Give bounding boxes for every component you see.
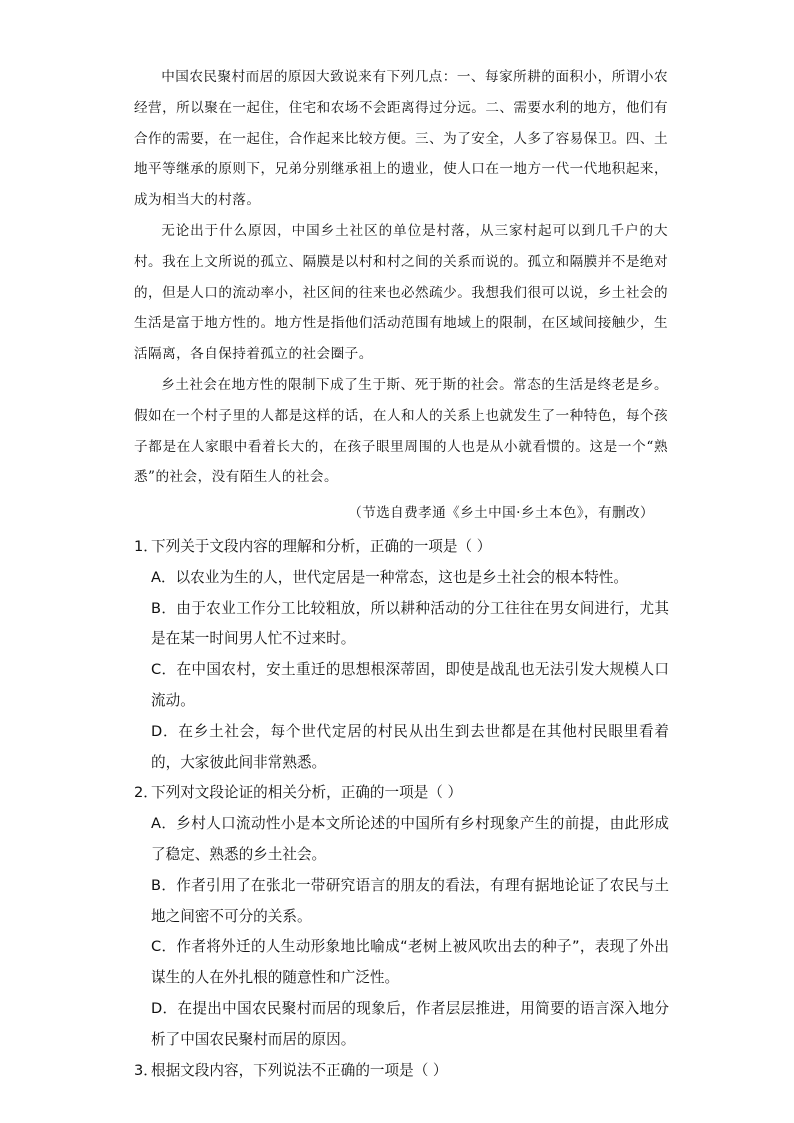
option-c: C．在中国农村，安土重迁的思想根深蒂固，即使是战乱也无法引发大规模人口流动。 (151, 661, 669, 709)
question-text: 根据文段内容，下列说法不正确的一项是（ ） (151, 1061, 448, 1079)
question-2 (134, 778, 669, 1055)
question-1 (134, 532, 669, 778)
passage-paragraph: 无论出于什么原因，中国乡土社区的单位是村落，从三家村起可以到几千户的大村。我在上文所说的孤立、隔膜是以村和村之间的关系而说的。孤立和隔膜并不是绝对的，但是人口的流动率小，社区间的往来也必然疏少。我想我们很可以说，乡土社会的生活是富于地方性的。地方性是指他们活动范围有地域上的限制，在区域间接触少，生活隔离，各自保持着孤立的社会圈子。 (134, 222, 668, 363)
question-text: 下列关于文段内容的理解和分析，正确的一项是（ ） (151, 538, 492, 555)
option-c: C．作者将外迁的人生动形象地比喻成“老树上被风吹出去的种子”，表现了外出谋生的人在外扎根的随意性和广泛性。 (151, 938, 669, 987)
passage-source: （节选自费孝通《乡土中国·乡土本色》，有删改） (348, 505, 654, 521)
option-b: B．由于农业工作分工比较粗放，所以耕种活动的分工往往在男女间进行，尤其是在某一时间男人忙不过来时。 (151, 599, 669, 648)
question-stem (134, 1056, 669, 1087)
option-d: D．在乡土社会，每个世代定居的村民从出生到去世都是在其他村民眼里看着的，大家彼此间非常熟悉。 (151, 722, 669, 771)
question-text: 下列对文段论证的相关分析，正确的一项是（ ） (151, 784, 463, 802)
question-number: 2． (134, 784, 158, 802)
passage-paragraph: 乡土社会在地方性的限制下成了生于斯、死于斯的社会。常态的生活是终老是乡。假如在一个村子里的人都是这样的话，在人和人的关系上也就发生了一种特色，每个孩子都是在人家眼中看着长大的，在孩子眼里周围的人也是从小就看惯的。这是一个“熟悉”的社会，没有陌生人的社会。 (134, 376, 668, 486)
passage-paragraph: 中国农民聚村而居的原因大致说来有下列几点：一、每家所耕的面积小，所谓小农经营，所以聚在一起住，住宅和农场不会距离得过分远。二、需要水利的地方，他们有合作的需要，在一起住，合作起来比较方便。三、为了安全，人多了容易保卫。四、土地平等继承的原则下，兄弟分别继承祖上的遗业，使人口在一地方一代一代地积起来，成为相当大的村落。 (134, 69, 668, 209)
option-b: B．作者引用了在张北一带研究语言的朋友的看法，有理有据地论证了农民与土地之间密不可分的关系。 (151, 876, 669, 925)
option-d: D．在提出中国农民聚村而居的现象后，作者层层推进，用简要的语言深入地分析了中国农民聚村而居的原因。 (151, 999, 669, 1048)
option-a: A．以农业为生的人，世代定居是一种常态，这也是乡土社会的根本特性。 (151, 568, 628, 586)
question-list (134, 532, 669, 1086)
question-3 (134, 1056, 669, 1087)
question-stem (134, 778, 669, 809)
question-number: 1． (134, 538, 158, 555)
reading-passage (134, 62, 668, 493)
question-number: 3． (134, 1061, 158, 1079)
option-a: A．乡村人口流动性小是本文所论述的中国所有乡村现象产生的前提，由此形成了稳定、熟悉的乡土社会。 (151, 815, 669, 863)
question-stem (134, 532, 669, 563)
